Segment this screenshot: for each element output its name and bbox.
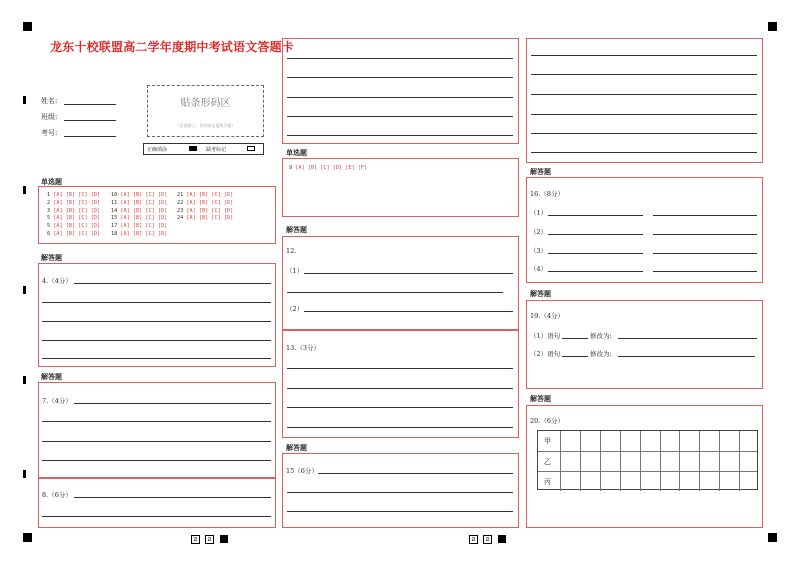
answer-line[interactable] bbox=[42, 516, 271, 517]
answer-line[interactable] bbox=[653, 253, 757, 254]
question-19-label: 19.（4分） bbox=[530, 312, 564, 320]
grid-cell-divider bbox=[620, 431, 621, 451]
grid-cell-divider bbox=[560, 431, 561, 451]
question-16-label: 16.（8分） bbox=[530, 190, 564, 198]
name-label: 姓名: bbox=[41, 97, 58, 105]
registration-mark bbox=[23, 533, 32, 542]
grid-row-label: 甲 bbox=[544, 437, 551, 445]
answer-line[interactable] bbox=[548, 215, 643, 216]
grid-cell-divider bbox=[719, 431, 720, 451]
question-19-part-1-revise: 修改为: bbox=[590, 332, 612, 340]
grid-cell-divider bbox=[739, 431, 740, 451]
answer-box-top-right bbox=[526, 38, 763, 163]
answer-line[interactable] bbox=[548, 253, 643, 254]
answer-line[interactable] bbox=[618, 338, 757, 339]
timing-mark bbox=[23, 376, 26, 384]
answer-line[interactable] bbox=[42, 358, 271, 359]
grid-cell-divider bbox=[620, 452, 621, 471]
choice-number: 15 bbox=[111, 215, 121, 222]
answer-line[interactable] bbox=[531, 114, 757, 115]
grid-cell-divider bbox=[580, 452, 581, 471]
answer-line[interactable] bbox=[287, 135, 513, 136]
question-4-label: 4.（4分） bbox=[42, 277, 72, 285]
answer-line[interactable] bbox=[42, 421, 271, 422]
grid-cell-divider bbox=[600, 472, 601, 491]
answer-line[interactable] bbox=[42, 302, 271, 303]
choice-number: 22 bbox=[177, 199, 187, 206]
choice-options[interactable]: [A] [B] [C] [D] bbox=[53, 231, 101, 237]
barcode-note: （正面朝上，切勿贴出虚线方框） bbox=[175, 123, 236, 128]
grid-cell-divider bbox=[739, 472, 740, 491]
grid-cell-divider bbox=[640, 452, 641, 471]
choice-number: 21 bbox=[177, 192, 187, 198]
choice-row[interactable] bbox=[177, 192, 233, 198]
question-7-label: 7.（4分） bbox=[42, 397, 72, 405]
choice-number: 23 bbox=[177, 207, 187, 214]
registration-mark bbox=[23, 22, 32, 31]
choice-row[interactable] bbox=[111, 215, 167, 221]
grid-cell-divider bbox=[660, 472, 661, 491]
answer-box-q7 bbox=[38, 382, 276, 478]
absent-checkbox[interactable] bbox=[247, 146, 255, 151]
answer-line[interactable] bbox=[287, 58, 513, 59]
grid-row-label: 乙 bbox=[544, 458, 551, 466]
choice-number: 3 bbox=[47, 207, 54, 214]
choice-number: 5 bbox=[47, 215, 54, 222]
absent-label: 缺考标记 bbox=[206, 147, 227, 153]
answer-line[interactable] bbox=[318, 473, 513, 474]
choice-row[interactable] bbox=[47, 215, 100, 221]
grid-cell-divider bbox=[580, 431, 581, 451]
answer-box-q15 bbox=[282, 453, 519, 528]
section-label-answer: 解答题 bbox=[41, 254, 62, 262]
grid-cell-divider bbox=[679, 431, 680, 451]
grid-row bbox=[538, 471, 757, 491]
answer-line[interactable] bbox=[287, 368, 513, 369]
question-12-label: 12. bbox=[286, 247, 297, 255]
choice-options[interactable]: [A] [B] [C] [D] bbox=[120, 199, 168, 206]
fill-legend bbox=[143, 143, 264, 155]
choice-options[interactable]: [A] [B] [C] [D] bbox=[120, 231, 168, 237]
section-label-answer: 解答题 bbox=[286, 444, 307, 452]
choice-row[interactable] bbox=[177, 208, 233, 214]
choice-options[interactable]: [A] [B] [C] [D] bbox=[120, 215, 168, 222]
page-title: 龙东十校联盟高二学年度期中考试语文答题卡 bbox=[50, 40, 295, 54]
grid-row-label: 丙 bbox=[544, 478, 551, 486]
choice-options[interactable]: [A] [B] [C] [D] bbox=[186, 192, 234, 198]
grid-cell-divider bbox=[699, 431, 700, 451]
choice-options[interactable]: [A] [B] [C] [D] bbox=[53, 223, 101, 230]
choice-row[interactable] bbox=[111, 223, 167, 229]
choice-number: 18 bbox=[111, 231, 121, 237]
registration-mark bbox=[768, 533, 777, 542]
choice-options[interactable]: [A] [B] [C] [D] bbox=[186, 207, 234, 214]
answer-line[interactable] bbox=[74, 283, 271, 284]
question-12-part-2: （2） bbox=[286, 305, 304, 313]
choice-options[interactable]: [A] [B] [C] [D] bbox=[120, 192, 168, 198]
grid-cell-divider bbox=[679, 472, 680, 491]
choice-number: 11 bbox=[111, 199, 121, 206]
answer-line[interactable] bbox=[42, 441, 271, 442]
choice-row[interactable] bbox=[47, 200, 100, 206]
answer-line[interactable] bbox=[531, 94, 757, 95]
grid-cell-divider bbox=[560, 452, 561, 471]
choice-number: 24 bbox=[177, 215, 187, 222]
grid-cell-divider bbox=[719, 472, 720, 491]
question-16-part-3: （3） bbox=[530, 247, 548, 255]
choice-number: 1 bbox=[47, 192, 54, 198]
section-label-single-choice: 单选题 bbox=[286, 149, 307, 157]
answer-box-q4 bbox=[38, 263, 276, 367]
answer-grid[interactable] bbox=[537, 430, 758, 490]
page-marker-icon: ⧄ bbox=[483, 535, 492, 544]
answer-line[interactable] bbox=[287, 511, 513, 512]
section-label-answer: 解答题 bbox=[530, 290, 551, 298]
grid-cell-divider bbox=[620, 472, 621, 491]
choice-options[interactable]: [A] [B] [C] [D] bbox=[53, 207, 101, 214]
question-19-part-1: （1）语句 bbox=[530, 332, 561, 340]
timing-mark bbox=[220, 535, 228, 543]
question-16-part-2: （2） bbox=[530, 228, 548, 236]
grid-cell-divider bbox=[679, 452, 680, 471]
choice-row[interactable] bbox=[177, 200, 233, 206]
answer-box-top-middle bbox=[282, 38, 519, 144]
timing-mark bbox=[23, 96, 26, 104]
answer-line[interactable] bbox=[287, 292, 503, 293]
choice-options[interactable]: [A] [B] [C] [D] bbox=[120, 223, 168, 230]
choice-row[interactable] bbox=[111, 208, 167, 214]
choice-row[interactable] bbox=[111, 200, 167, 206]
answer-box-q12 bbox=[282, 236, 519, 330]
class-field[interactable] bbox=[64, 120, 116, 121]
answer-line[interactable] bbox=[531, 133, 757, 134]
choice-options[interactable]: [A] [B] [C] [D] bbox=[120, 207, 168, 214]
registration-mark bbox=[768, 22, 777, 31]
answer-line[interactable] bbox=[287, 388, 513, 389]
answer-line[interactable] bbox=[548, 271, 643, 272]
question-12-part-1: （1） bbox=[286, 267, 304, 275]
answer-line[interactable] bbox=[562, 338, 588, 339]
question-19-part-2-revise: 修改为: bbox=[590, 350, 612, 358]
grid-cell-divider bbox=[660, 452, 661, 471]
choice-number: 6 bbox=[47, 231, 54, 237]
answer-line[interactable] bbox=[562, 356, 588, 357]
section-label-answer: 解答题 bbox=[530, 168, 551, 176]
question-16-part-1: （1） bbox=[530, 209, 548, 217]
choice-number: 9 bbox=[289, 165, 293, 171]
grid-cell-divider bbox=[580, 472, 581, 491]
id-label: 考号: bbox=[41, 129, 58, 137]
grid-cell-divider bbox=[600, 452, 601, 471]
question-13-label: 13.（3分） bbox=[286, 344, 320, 352]
grid-cell-divider bbox=[640, 472, 641, 491]
timing-mark bbox=[23, 286, 26, 294]
answer-box-q8 bbox=[38, 478, 276, 528]
question-19-part-2: （2）语句 bbox=[530, 350, 561, 358]
grid-cell-divider bbox=[739, 452, 740, 471]
grid-cell-divider bbox=[600, 431, 601, 451]
choice-number: 14 bbox=[111, 207, 121, 214]
choice-options[interactable]: [A] [B] [C] [D] [E] [F] bbox=[295, 165, 368, 171]
answer-line[interactable] bbox=[618, 356, 755, 357]
answer-line[interactable] bbox=[304, 273, 513, 274]
choice-number: 10 bbox=[111, 192, 121, 198]
answer-line[interactable] bbox=[287, 407, 513, 408]
grid-cell-divider bbox=[699, 472, 700, 491]
grid-cell-divider bbox=[660, 431, 661, 451]
page-marker-icon: ⧄ bbox=[205, 535, 214, 544]
correct-fill-label: 正确填涂 bbox=[147, 147, 168, 153]
choice-number: 17 bbox=[111, 223, 121, 230]
barcode-label: 贴条形码区 bbox=[180, 98, 231, 109]
answer-line[interactable] bbox=[653, 215, 757, 216]
answer-line[interactable] bbox=[531, 74, 757, 75]
page-marker-icon: ⧄ bbox=[469, 535, 478, 544]
filled-sample-icon bbox=[189, 146, 197, 151]
answer-line[interactable] bbox=[653, 234, 757, 235]
grid-row bbox=[538, 431, 757, 451]
choice-options[interactable]: [A] [B] [C] [D] bbox=[186, 199, 234, 206]
choice-number: 5 bbox=[47, 223, 54, 230]
barcode-area bbox=[147, 85, 264, 137]
timing-mark bbox=[498, 535, 506, 543]
question-16-part-4: （4） bbox=[530, 265, 548, 273]
grid-row bbox=[538, 451, 757, 471]
page-marker-icon: ⧄ bbox=[191, 535, 200, 544]
question-20-label: 20.（6分） bbox=[530, 417, 564, 425]
answer-line[interactable] bbox=[74, 403, 271, 404]
section-label-answer: 解答题 bbox=[41, 373, 62, 381]
id-field[interactable] bbox=[64, 136, 116, 137]
section-label-answer: 解答题 bbox=[530, 395, 551, 403]
timing-mark bbox=[23, 186, 26, 194]
question-8-label: 8.（6分） bbox=[42, 491, 72, 499]
class-label: 班级: bbox=[41, 113, 58, 121]
answer-line[interactable] bbox=[74, 497, 271, 498]
choice-number: 2 bbox=[47, 199, 54, 206]
section-label-single-choice: 单选题 bbox=[41, 178, 62, 186]
choice-row-9[interactable] bbox=[289, 165, 367, 171]
choice-options[interactable]: [A] [B] [C] [D] bbox=[53, 192, 101, 198]
answer-line[interactable] bbox=[42, 321, 271, 322]
answer-line[interactable] bbox=[531, 152, 757, 153]
answer-line[interactable] bbox=[531, 55, 757, 56]
answer-line[interactable] bbox=[653, 271, 757, 272]
answer-line[interactable] bbox=[287, 97, 513, 98]
choice-row[interactable] bbox=[47, 208, 100, 214]
grid-cell-divider bbox=[560, 472, 561, 491]
choice-row[interactable] bbox=[47, 192, 100, 198]
answer-line[interactable] bbox=[42, 460, 271, 461]
grid-cell-divider bbox=[640, 431, 641, 451]
choice-row[interactable] bbox=[111, 231, 167, 237]
grid-cell-divider bbox=[699, 452, 700, 471]
section-label-answer: 解答题 bbox=[286, 226, 307, 234]
answer-line[interactable] bbox=[287, 77, 513, 78]
answer-line[interactable] bbox=[548, 234, 643, 235]
choice-options[interactable]: [A] [B] [C] [D] bbox=[186, 215, 234, 222]
choice-row[interactable] bbox=[47, 231, 100, 237]
answer-line[interactable] bbox=[287, 116, 513, 117]
timing-mark bbox=[23, 470, 26, 478]
question-15-label: 15（6分） bbox=[286, 467, 318, 475]
answer-line[interactable] bbox=[287, 427, 513, 428]
answer-line[interactable] bbox=[304, 311, 513, 312]
answer-line[interactable] bbox=[287, 492, 513, 493]
choice-row[interactable] bbox=[47, 223, 100, 229]
name-field[interactable] bbox=[64, 104, 116, 105]
answer-line[interactable] bbox=[42, 340, 271, 341]
choice-options[interactable]: [A] [B] [C] [D] bbox=[53, 215, 101, 222]
grid-cell-divider bbox=[719, 452, 720, 471]
choice-options[interactable]: [A] [B] [C] [D] bbox=[53, 199, 101, 206]
choice-row[interactable] bbox=[111, 192, 167, 198]
choice-row[interactable] bbox=[177, 215, 233, 221]
